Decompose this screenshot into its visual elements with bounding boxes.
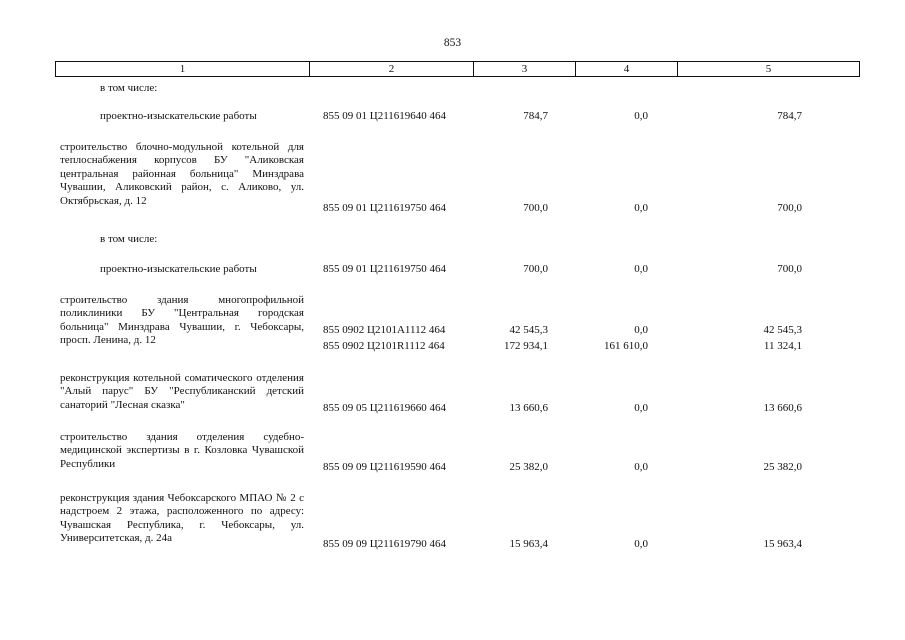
value-col-5: 784,7 [777, 110, 802, 122]
column-header-5: 5 [678, 62, 860, 77]
row-description: реконструкция здания Чебоксарского МПАО № 2 с надстроем 2 этажа, расположенного по адресу: Чувашская Республика, г. Чебоксары, ул. Университетская, д. 24а [60, 492, 304, 545]
row-description: реконструкция котельной соматического отделения "Алый парус" БУ "Республиканский детский санаторий "Лесная сказка" [60, 372, 304, 411]
budget-code: 855 0902 Ц2101А1112 464 [323, 324, 446, 336]
value-col-5: 15 963,4 [763, 538, 802, 550]
value-col-5: 13 660,6 [763, 402, 802, 414]
value-col-5: 11 324,1 [763, 340, 802, 352]
value-col-4: 0,0 [634, 202, 648, 214]
value-col-3: 15 963,4 [509, 538, 548, 550]
budget-code: 855 09 01 Ц211619640 464 [323, 110, 447, 122]
value-col-5: 42 545,3 [763, 324, 802, 336]
budget-code: 855 09 09 Ц211619590 464 [323, 461, 447, 473]
row-description: строительство здания отделения судебно-медицинской экспертизы в г. Козловка Чувашской Республики [60, 431, 304, 470]
budget-code: 855 0902 Ц2101R1112 464 [323, 340, 445, 352]
value-col-5: 25 382,0 [763, 461, 802, 473]
value-col-4: 0,0 [634, 461, 648, 473]
value-col-4: 0,0 [634, 402, 648, 414]
value-col-4: 0,0 [634, 324, 648, 336]
row-description: проектно-изыскательские работы [100, 110, 257, 122]
value-col-3: 42 545,3 [509, 324, 548, 336]
column-header-1: 1 [56, 62, 310, 77]
value-col-4: 0,0 [634, 263, 648, 275]
row-description: в том числе: [100, 82, 158, 94]
row-description: проектно-изыскательские работы [100, 263, 257, 275]
column-header-3: 3 [474, 62, 576, 77]
value-col-4: 0,0 [634, 538, 648, 550]
row-description: в том числе: [100, 233, 158, 245]
value-col-3: 172 934,1 [504, 340, 548, 352]
budget-code: 855 09 01 Ц211619750 464 [323, 263, 447, 275]
value-col-3: 700,0 [523, 202, 548, 214]
row-description: строительство здания многопрофильной поликлиники БУ "Центральная городская больница" Минздрава Чувашии, г. Чебоксары, просп. Ленина, д. 12 [60, 294, 304, 347]
budget-code: 855 09 01 Ц211619750 464 [323, 202, 447, 214]
value-col-5: 700,0 [777, 263, 802, 275]
value-col-4: 0,0 [634, 110, 648, 122]
budget-code: 855 09 09 Ц211619790 464 [323, 538, 447, 550]
value-col-3: 25 382,0 [509, 461, 548, 473]
budget-code: 855 09 05 Ц211619660 464 [323, 402, 447, 414]
column-header-2: 2 [310, 62, 474, 77]
row-description: строительство блочно-модульной котельной для теплоснабжения корпусов БУ "Аликовская центральная районная больница" Минздрава Чувашии, Аликовский район, с. Аликово, ул. Октябрьская, д. 12 [60, 141, 304, 207]
value-col-3: 784,7 [523, 110, 548, 122]
value-col-3: 700,0 [523, 263, 548, 275]
value-col-4: 161 610,0 [604, 340, 648, 352]
value-col-3: 13 660,6 [509, 402, 548, 414]
value-col-5: 700,0 [777, 202, 802, 214]
column-header-4: 4 [576, 62, 678, 77]
page-number: 853 [443, 37, 462, 49]
